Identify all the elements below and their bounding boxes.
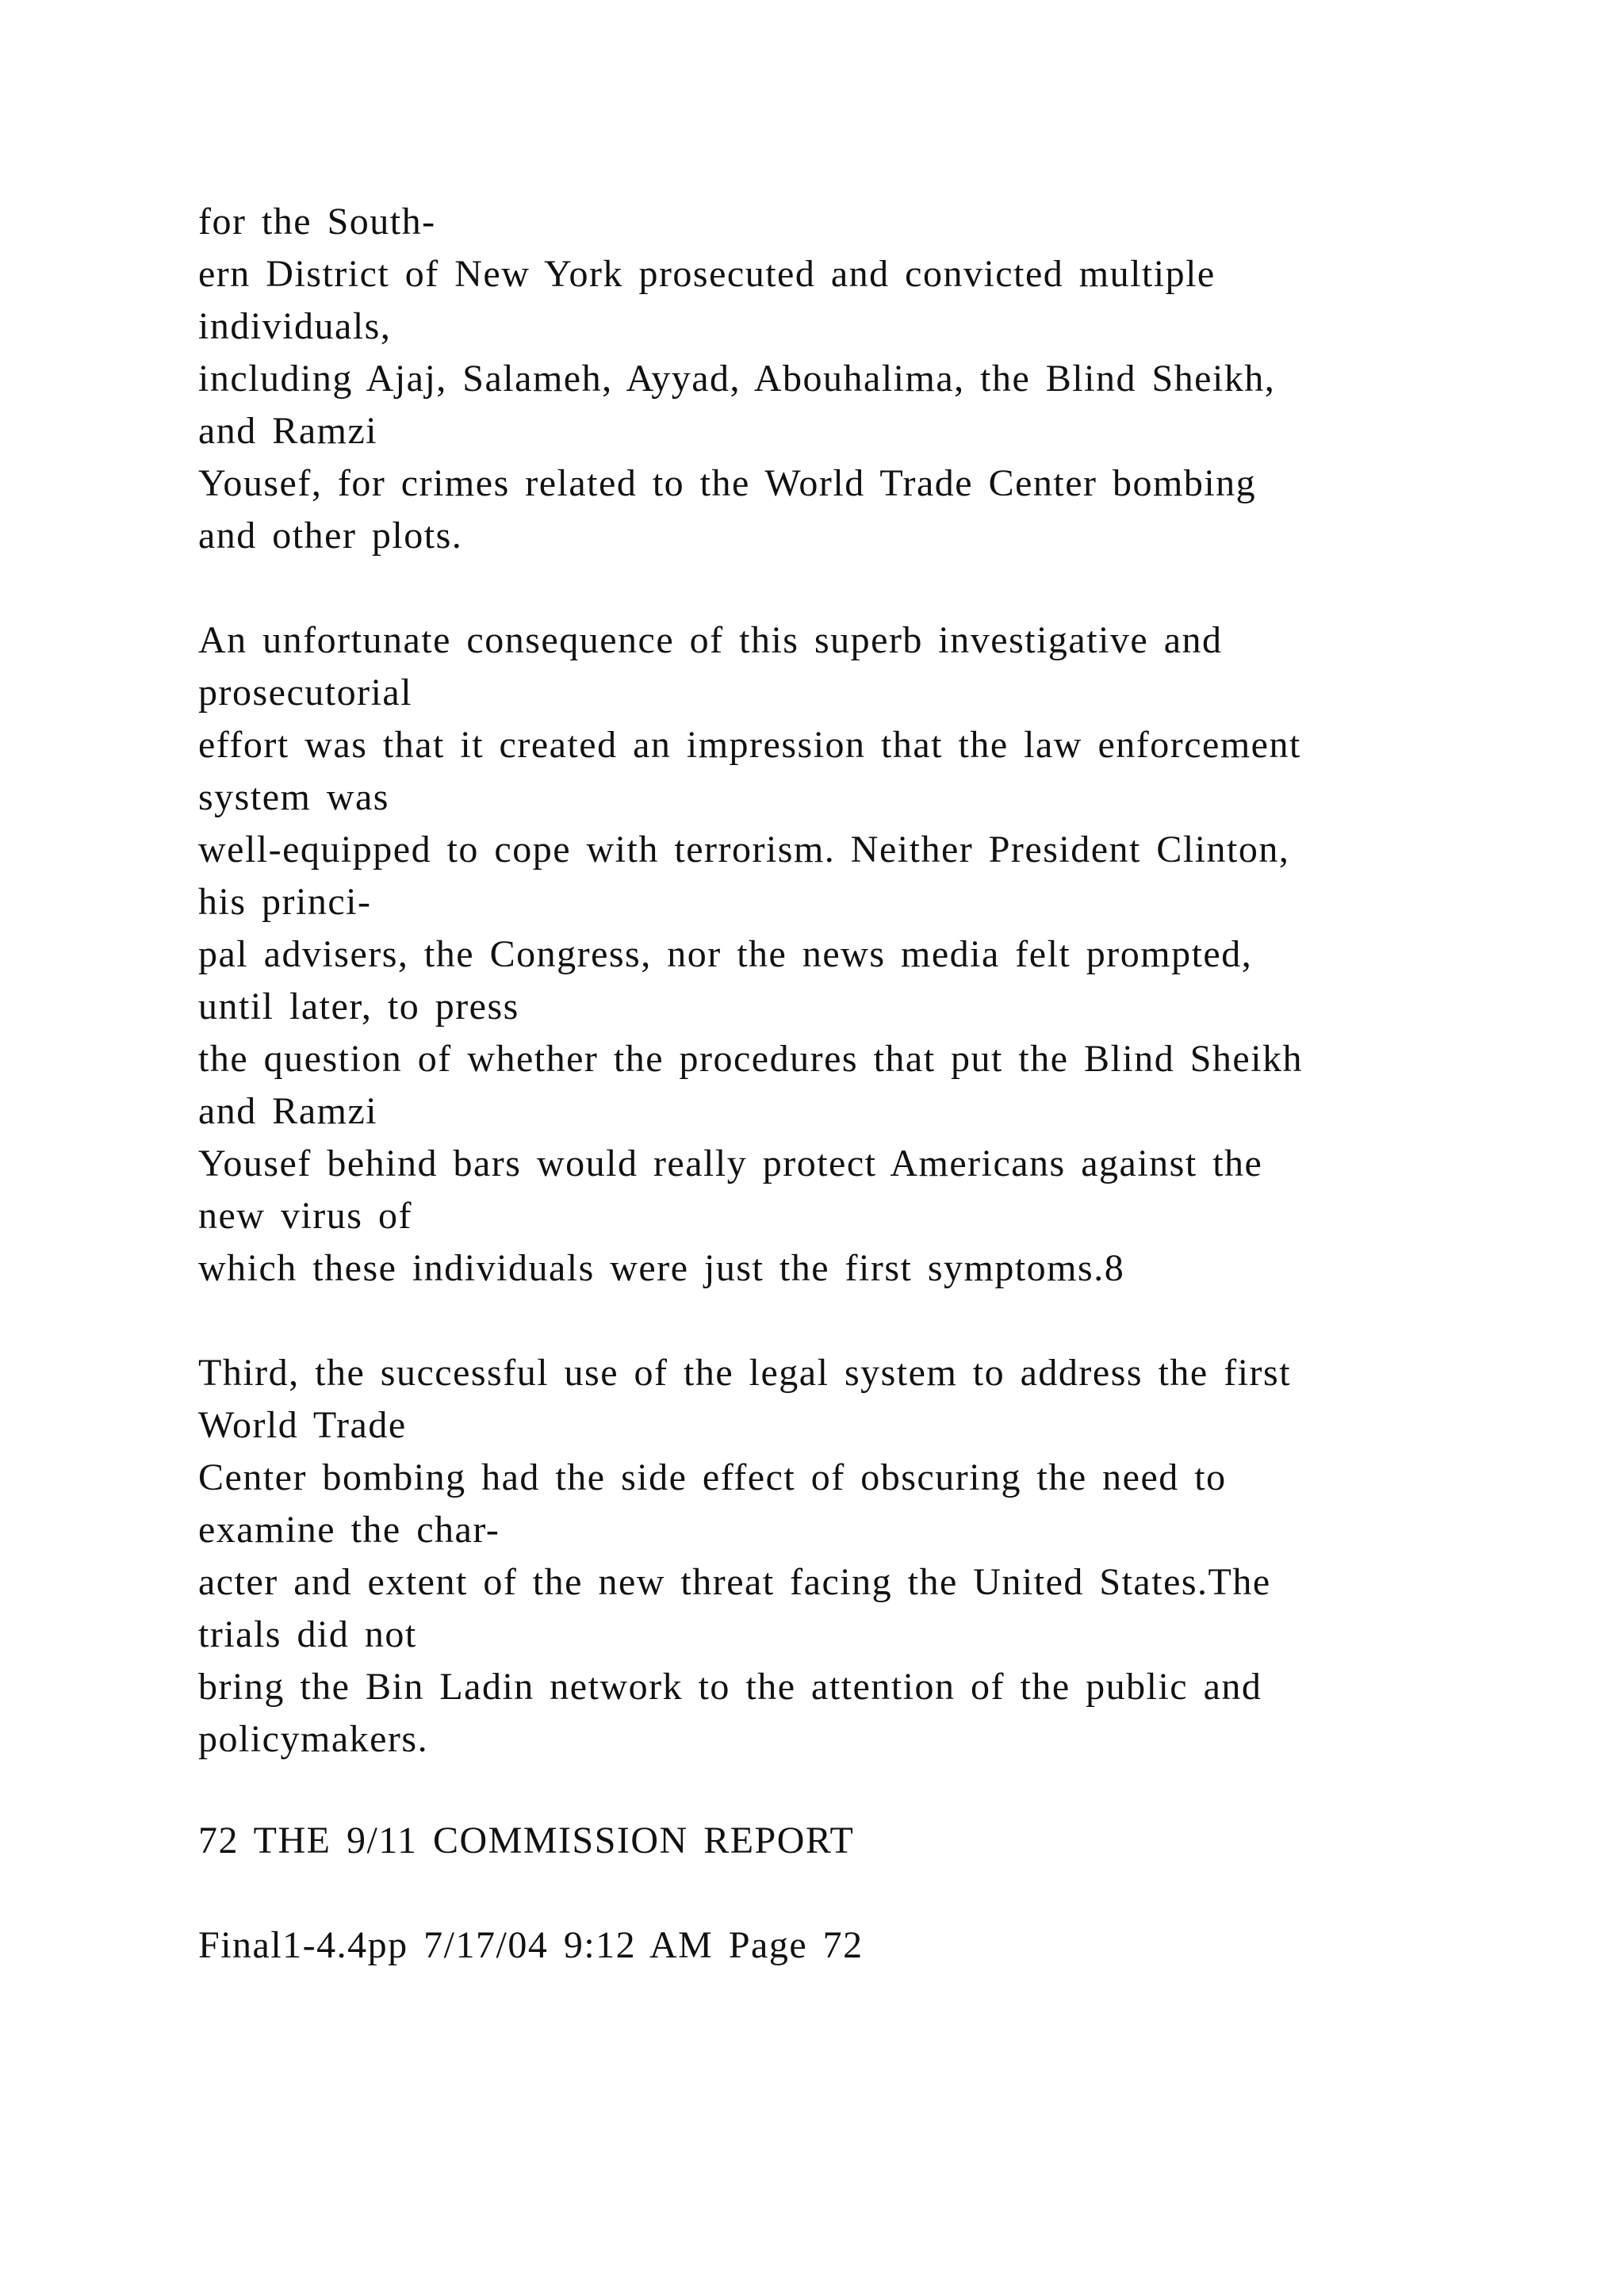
text-line: system was: [198, 776, 389, 818]
running-footer-text: 72 THE 9/11 COMMISSION REPORT: [198, 1820, 855, 1862]
print-slug-text: Final1-4.4pp 7/17/04 9:12 AM Page 72: [198, 1924, 864, 1966]
text-line: trials did not: [198, 1613, 417, 1655]
text-line: World Trade: [198, 1404, 407, 1446]
text-line: the question of whether the procedures that put the Blind Sheikh: [198, 1038, 1304, 1080]
text-line: effort was that it created an impression that the law enforcement: [198, 724, 1301, 766]
text-line: new virus of: [198, 1195, 412, 1237]
text-line: and other plots.: [198, 515, 463, 557]
text-line: Third, the successful use of the legal system to address the first: [198, 1352, 1292, 1394]
text-line: until later, to press: [198, 985, 519, 1027]
paragraph-1: [198, 196, 1507, 562]
text-line: prosecutorial: [198, 672, 413, 714]
text-line: and Ramzi: [198, 1090, 378, 1132]
text-line: well-equipped to cope with terrorism. Neither President Clinton,: [198, 828, 1290, 871]
text-line: policymakers.: [198, 1718, 429, 1760]
text-line: An unfortunate consequence of this superb investigative and: [198, 619, 1223, 661]
paragraph-2: [198, 614, 1507, 1295]
text-line: and Ramzi: [198, 410, 378, 452]
paragraph-3: [198, 1347, 1507, 1766]
running-footer: [198, 1815, 1507, 1867]
text-line: Center bombing had the side effect of obscuring the need to: [198, 1456, 1227, 1498]
text-line: including Ajaj, Salameh, Ayyad, Abouhalima, the Blind Sheikh,: [198, 358, 1276, 400]
text-line: for the South-: [198, 201, 436, 243]
text-line: Yousef behind bars would really protect Americans against the: [198, 1142, 1263, 1184]
text-line: examine the char-: [198, 1509, 500, 1551]
text-line: which these individuals were just the first symptoms.8: [198, 1247, 1125, 1289]
text-line: ern District of New York prosecuted and convicted multiple: [198, 253, 1216, 295]
text-line: Yousef, for crimes related to the World Trade Center bombing: [198, 462, 1257, 504]
print-slug: [198, 1919, 1507, 1972]
text-line: his princi-: [198, 881, 372, 923]
text-line: pal advisers, the Congress, nor the news media felt prompted,: [198, 933, 1253, 975]
text-line: bring the Bin Ladin network to the attention of the public and: [198, 1666, 1262, 1708]
text-line: individuals,: [198, 305, 392, 347]
text-line: acter and extent of the new threat facing the United States.The: [198, 1561, 1271, 1603]
